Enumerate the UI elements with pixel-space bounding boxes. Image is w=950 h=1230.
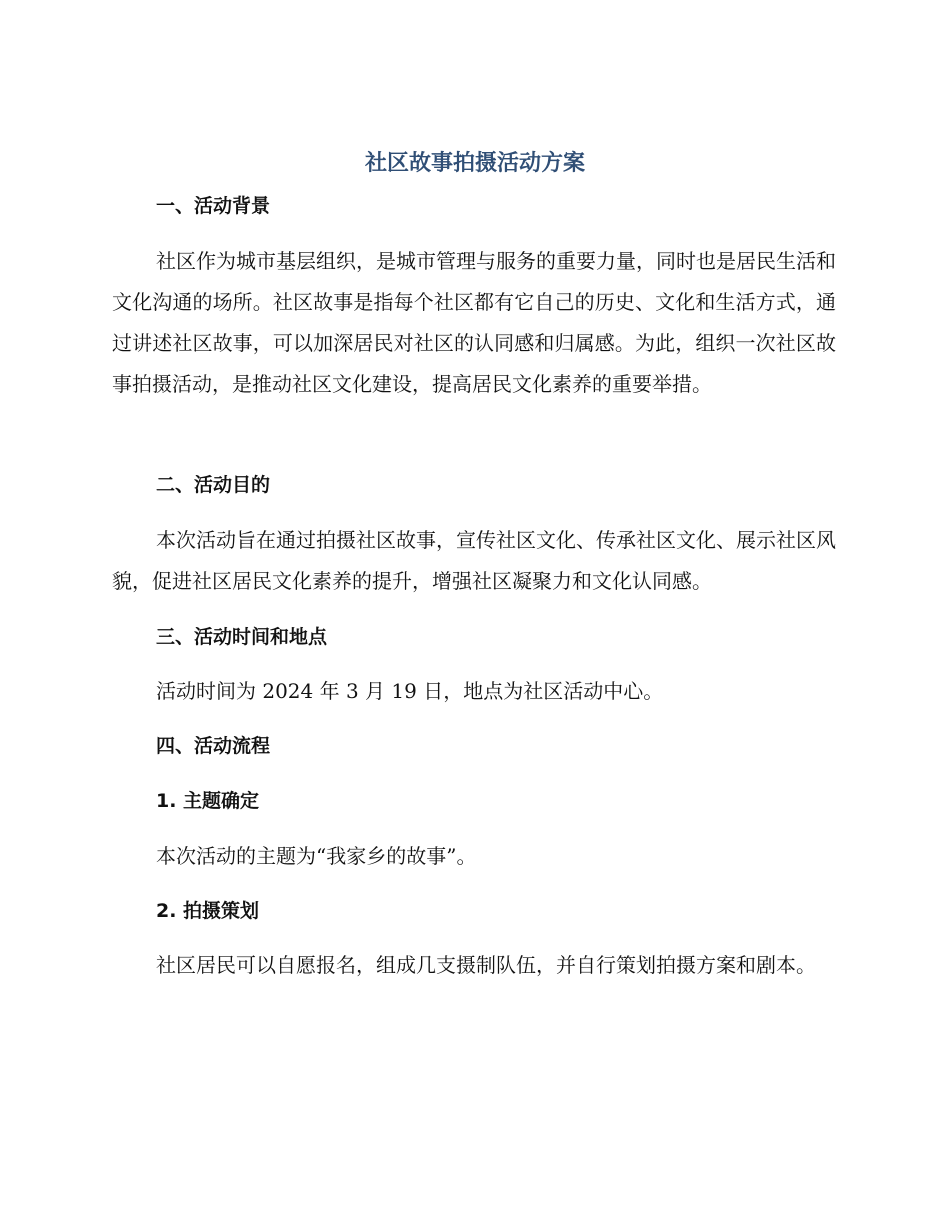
subsection-body-theme: 本次活动的主题为“我家乡的故事”。 [156, 844, 477, 868]
document-title: 社区故事拍摄活动方案 [364, 151, 585, 176]
section-heading-purpose: 二、活动目的 [156, 474, 271, 496]
section-body-purpose: 本次活动旨在通过拍摄社区故事，宣传社区文化、传承社区文化、展示社区风貌，促进社区居民文化素养的提升，增强社区凝聚力和文化认同感。 [112, 528, 836, 593]
subsection-heading-planning: 2. 拍摄策划 [156, 900, 260, 922]
subsection-body-planning: 社区居民可以自愿报名，组成几支摄制队伍，并自行策划拍摄方案和剧本。 [156, 953, 816, 977]
section-heading-background: 一、活动背景 [156, 195, 271, 217]
section-body-time-place: 活动时间为 2024 年 3 月 19 日，地点为社区活动中心。 [156, 679, 664, 703]
section-heading-process: 四、活动流程 [156, 735, 271, 757]
section-heading-time-place: 三、活动时间和地点 [156, 626, 328, 648]
section-body-background: 社区作为城市基层组织，是城市管理与服务的重要力量，同时也是居民生活和文化沟通的场所。社区故事是指每个社区都有它自己的历史、文化和生活方式，通过讲述社区故事，可以加深居民对社区的认同感和归属感。为此，组织一次社区故事拍摄活动，是推动社区文化建设，提高居民文化素养的重要举措。 [112, 249, 836, 396]
subsection-heading-theme: 1. 主题确定 [156, 790, 260, 812]
